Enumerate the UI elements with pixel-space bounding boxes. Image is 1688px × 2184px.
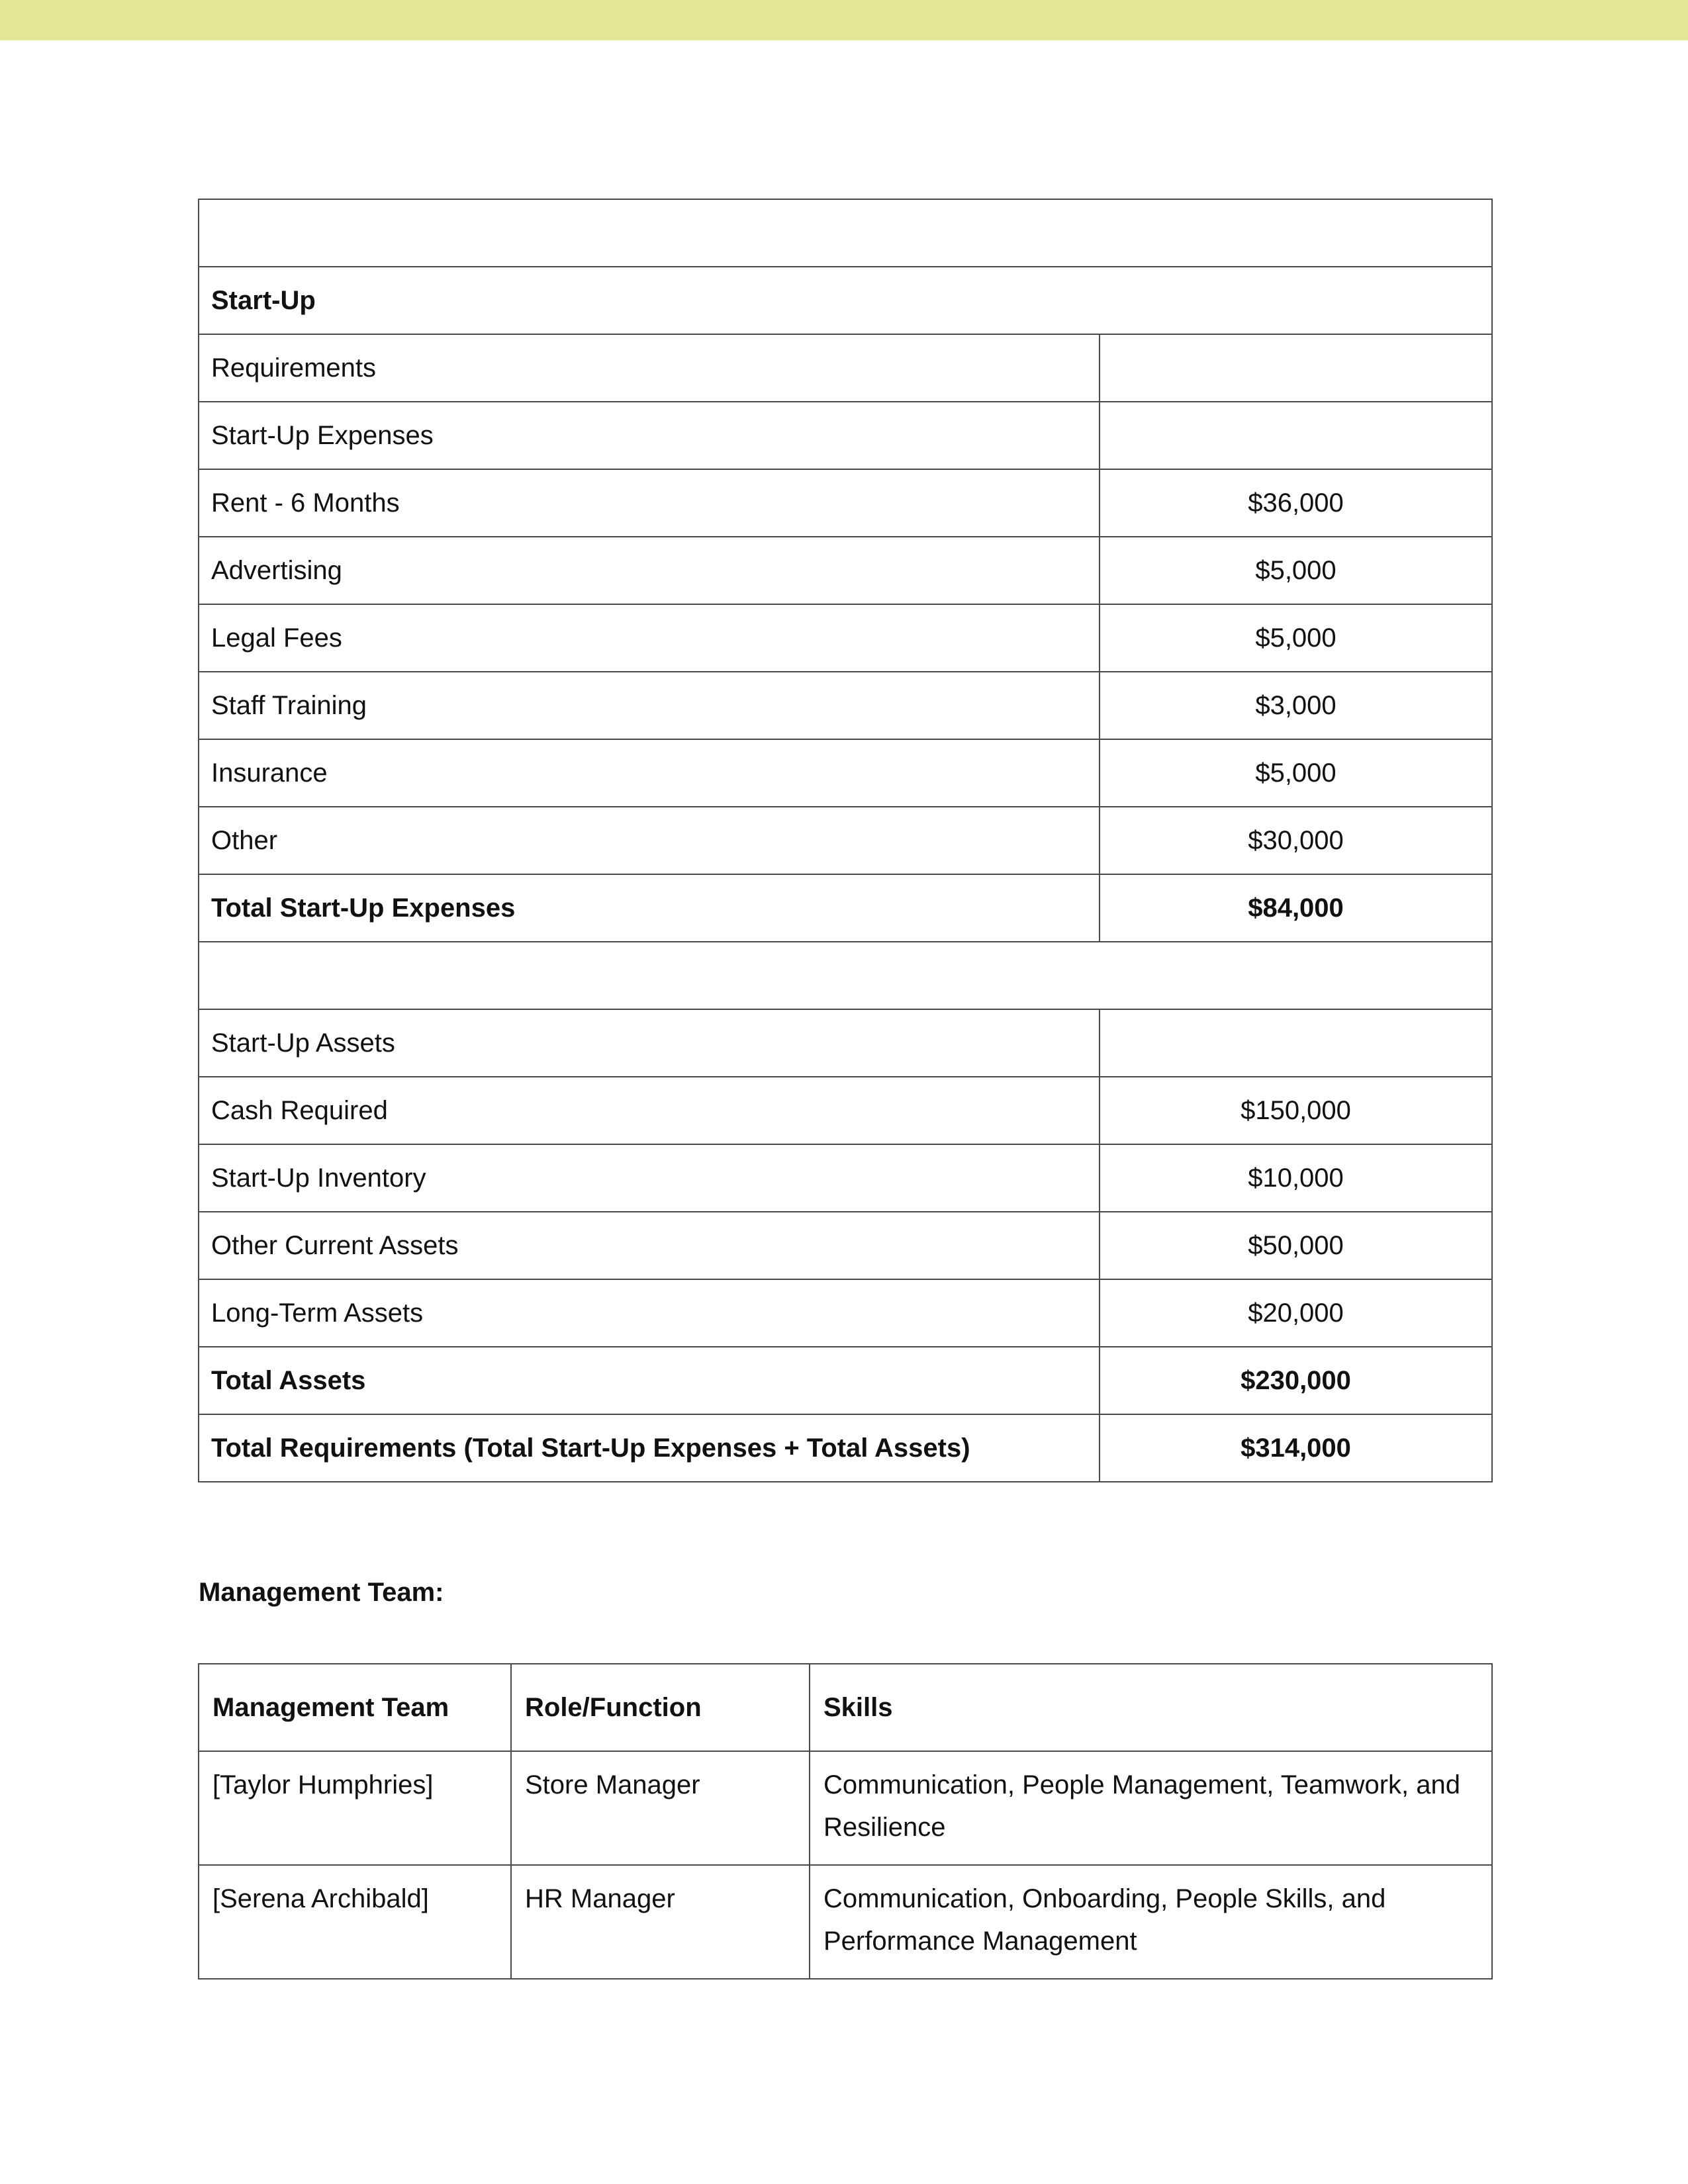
table-row-total-assets (199, 1347, 1492, 1414)
total-expenses-amount: $84,000 (1100, 874, 1492, 942)
column-header-skills: Skills (810, 1664, 1492, 1751)
expenses-heading-amount (1100, 402, 1492, 469)
expense-label: Advertising (199, 537, 1100, 604)
table-row-requirements (199, 334, 1492, 402)
table-row-blank-top (199, 199, 1492, 267)
total-expenses-label: Total Start-Up Expenses (199, 874, 1100, 942)
management-heading: Management Team: (199, 1578, 444, 1607)
expense-amount: $5,000 (1100, 739, 1492, 807)
table-row-expense (199, 537, 1492, 604)
expense-amount: $30,000 (1100, 807, 1492, 874)
member-name: [Serena Archibald] (199, 1865, 511, 1979)
asset-label: Start-Up Inventory (199, 1144, 1100, 1212)
management-table (198, 1663, 1493, 1979)
table-row-expense (199, 739, 1492, 807)
table-row-total-requirements (199, 1414, 1492, 1482)
member-role: Store Manager (511, 1751, 810, 1865)
expenses-heading: Start-Up Expenses (199, 402, 1100, 469)
table-row-expense (199, 807, 1492, 874)
asset-amount: $50,000 (1100, 1212, 1492, 1279)
total-requirements-label: Total Requirements (Total Start-Up Expenses + Total Assets) (199, 1414, 1100, 1482)
management-header-row (199, 1664, 1492, 1751)
table-row-blank-middle (199, 942, 1492, 1009)
table-row-total-expenses (199, 874, 1492, 942)
asset-amount: $10,000 (1100, 1144, 1492, 1212)
table-row-expenses-heading (199, 402, 1492, 469)
expense-amount: $5,000 (1100, 537, 1492, 604)
total-assets-amount: $230,000 (1100, 1347, 1492, 1414)
table-row-expense (199, 469, 1492, 537)
expense-amount: $36,000 (1100, 469, 1492, 537)
expense-label: Rent - 6 Months (199, 469, 1100, 537)
assets-heading-amount (1100, 1009, 1492, 1077)
requirements-label: Requirements (199, 334, 1100, 402)
table-row-asset (199, 1212, 1492, 1279)
table-row-expense (199, 672, 1492, 739)
expense-amount: $5,000 (1100, 604, 1492, 672)
asset-label: Other Current Assets (199, 1212, 1100, 1279)
total-assets-label: Total Assets (199, 1347, 1100, 1414)
table-row-asset (199, 1279, 1492, 1347)
table-row-asset (199, 1144, 1492, 1212)
total-requirements-amount: $314,000 (1100, 1414, 1492, 1482)
member-role: HR Manager (511, 1865, 810, 1979)
member-skills: Communication, People Management, Teamwork, and Resilience (810, 1751, 1492, 1865)
column-header-management-team: Management Team (199, 1664, 511, 1751)
table-row-asset (199, 1077, 1492, 1144)
expense-label: Staff Training (199, 672, 1100, 739)
blank-cell (199, 199, 1492, 267)
asset-label: Long-Term Assets (199, 1279, 1100, 1347)
expense-amount: $3,000 (1100, 672, 1492, 739)
expense-label: Other (199, 807, 1100, 874)
startup-table (198, 199, 1493, 1482)
expense-label: Insurance (199, 739, 1100, 807)
asset-label: Cash Required (199, 1077, 1100, 1144)
startup-title: Start-Up (199, 267, 1492, 334)
top-accent-band (0, 0, 1688, 40)
table-row-assets-heading (199, 1009, 1492, 1077)
asset-amount: $20,000 (1100, 1279, 1492, 1347)
table-row-title (199, 267, 1492, 334)
member-name: [Taylor Humphries] (199, 1751, 511, 1865)
assets-heading: Start-Up Assets (199, 1009, 1100, 1077)
management-row (199, 1865, 1492, 1979)
member-skills: Communication, Onboarding, People Skills, and Performance Management (810, 1865, 1492, 1979)
expense-label: Legal Fees (199, 604, 1100, 672)
blank-cell (199, 942, 1492, 1009)
management-row (199, 1751, 1492, 1865)
table-row-expense (199, 604, 1492, 672)
asset-amount: $150,000 (1100, 1077, 1492, 1144)
column-header-role: Role/Function (511, 1664, 810, 1751)
requirements-amount (1100, 334, 1492, 402)
